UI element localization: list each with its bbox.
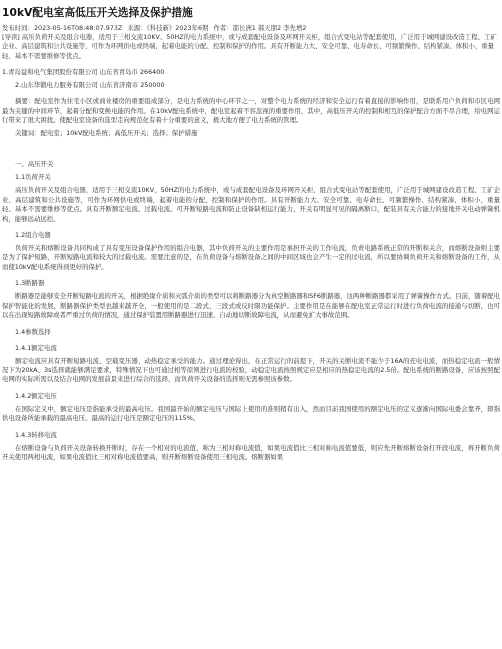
affiliation-2: 2.山东华锻电力服务有限公司 山东省济南市 250000 (15, 81, 165, 90)
section-heading: 一、高压开关 (15, 160, 54, 169)
section-paragraph: 额定电流应具有开断短路电流、空载变压器、动热稳定承受的能力。通过理论得出，在正常运行的前提下，开关的关断电流不能少于16A的充电电流，而热稳定电流一般情况下为20kA、3s选择就能够满足要求，特殊情况下也可通过相等原则进行电流的校验，动稳定电流按照规定应是相应的热稳定电流的2.5倍。配电系统的断路设备，应该按照配电网的实际所需以及结合电网的发展前景来进行综合的选择，而负荷开关设备的选择则无需参照该参数。 (2, 356, 500, 384)
article-authors: 作者：邵长洲1 郝天朋2 李先增2 (213, 24, 307, 32)
article-guide: [导读] 高压负荷开关及组合电器，适用于三相交流10KV、50HZ的电力系统中，或与成套配电设备及环网开关柜，组合式变电站等配套使用，广泛用于城网建设改造工程、工矿企业、高层建筑和公共设施等，可作为环网供电或终端，起着电能的分配、控制和保护的作用。具有开断能力大、安全可靠、电寿命长、可频繁操作、结构紧凑、体积小、重量轻、基本不需要维修等优点。 (2, 33, 497, 60)
subsection-heading: 1.4.1额定电流 (15, 343, 57, 352)
article-source: 来源：《科技新》2023年6期 (127, 24, 209, 32)
section-paragraph: 在国际定义中，额定电压是指能承受的最高电压。我国最开始的额定电压与国际上使用的准则稍有出入，然而目前我国使用的额定电压的定义逐渐向国际电委会靠齐，即指供电设备所能承载的最高电压。最高的运行电压是额定电压的115%。 (2, 404, 500, 423)
subsection-heading: 1.4.2额定电压 (15, 391, 57, 400)
subsection-heading: 1.1负荷开关 (15, 173, 51, 182)
publish-time: 发布时间：2023-05-16T08:48:07.973Z (2, 24, 123, 32)
article-title: 10kV配电室高低压开关选择及保护措施 (2, 7, 193, 19)
section-paragraph: 高压负荷开关及组合电器，适用于三相交流10KV、50HZ的电力系统中，或与成套配电设备及环网开关柜，组合式变电站等配套使用，广泛用于城网建设改造工程、工矿企业、高层建筑和公共设施等，可作为环网供电或终端，起着电能的分配、控制和保护的作用。具有开断能力大、安全可靠、电寿命长、可频繁操作、结构紧凑、体积小、重量轻、基本不需要维修等优点。具有开断额定电流、过载电流。可开断短路电流和防止设备缺相运行能力，开关有明显可见的隔离断口，配装具有关合能力的接地开关电动弹簧机构，能够远动远控。 (2, 186, 500, 223)
abstract: 摘要：配电室作为住宅小区或商业楼房的重要组成部分，是电力系统的中心环节之一，对整个电力系统的经济和安全运行有着直接的影响作用，是联系用户负荷和市区电网最为关键的中间环节，起着分配和变换电能的作用。在10kV配电系统中，配电室起着不容忽视的重要作用，其中，高低压开关的控制和相互的保护配合方面不尽合理，给电网运行带来了很大困扰。使配电室设备的选型走向规范化有着十分重要的意义，极大地方便了电力系统的管理。 (2, 97, 500, 125)
keywords: 关键词：配电室；10kV配电系统；高低压开关；选择；保护措施 (15, 129, 198, 138)
affiliation-1: 1.青岛益和电气集团股份有限公司 山东省青岛市 266400 (2, 68, 165, 77)
article-meta (2, 24, 500, 33)
subsection-heading: 1.4参数选择 (15, 327, 51, 336)
section-paragraph: 在熔断设备与负荷开关设备转换开断时，存在一个相对的电流值，称为三相对称电流值，如果电流值比三相对称电流值要低，则应先开断熔断设备打开段电流，再开断负荷开关使用两相电流，如果电流值比三相对称电流值要高，则开断熔断设备使用三相电流。熔断器如果 (2, 443, 500, 461)
subsection-heading: 1.4.3转移电流 (15, 430, 57, 439)
section-paragraph: 断路器是能够安全开断短路电流的开关，根据绝缘介质和灭弧介质的类型可以将断路器分为真空断路器和SF6断路器，这两种断路器都采用了弹簧操作方式。目前，随着配电保护智能化的发展，断路器保护类型也越来越齐全，一般使用的是二段式、三段式或反时限功能保护。主要作用是在能够在配电室正常运行时进行负荷电流的接通与切断，也可以在出现短路故障或者严重过负荷的情况，通过保护装置用断路器进行迅速、自动地切断故障电流，从而避免扩大事故范围。 (2, 292, 500, 320)
subsection-heading: 1.2组合电器 (15, 231, 51, 240)
subsection-heading: 1.3断路器 (15, 279, 45, 288)
section-paragraph: 负荷开关和熔断设备共同构成了具有变压设备保护作用的组合电器，其中负荷开关的主要作用是承担开关的工作电流，负责电路系统正常的开断和关合，而熔断设备则主要是为了保护短路，开断短路电流和较大的过载电流。需要注意的是，在负荷设备与熔断设备之间的中间区域也会产生一定的过电流，所以要协调负荷开关和熔断设备的工作，从而使10kV配电系统得到更好的保护。 (2, 244, 500, 271)
